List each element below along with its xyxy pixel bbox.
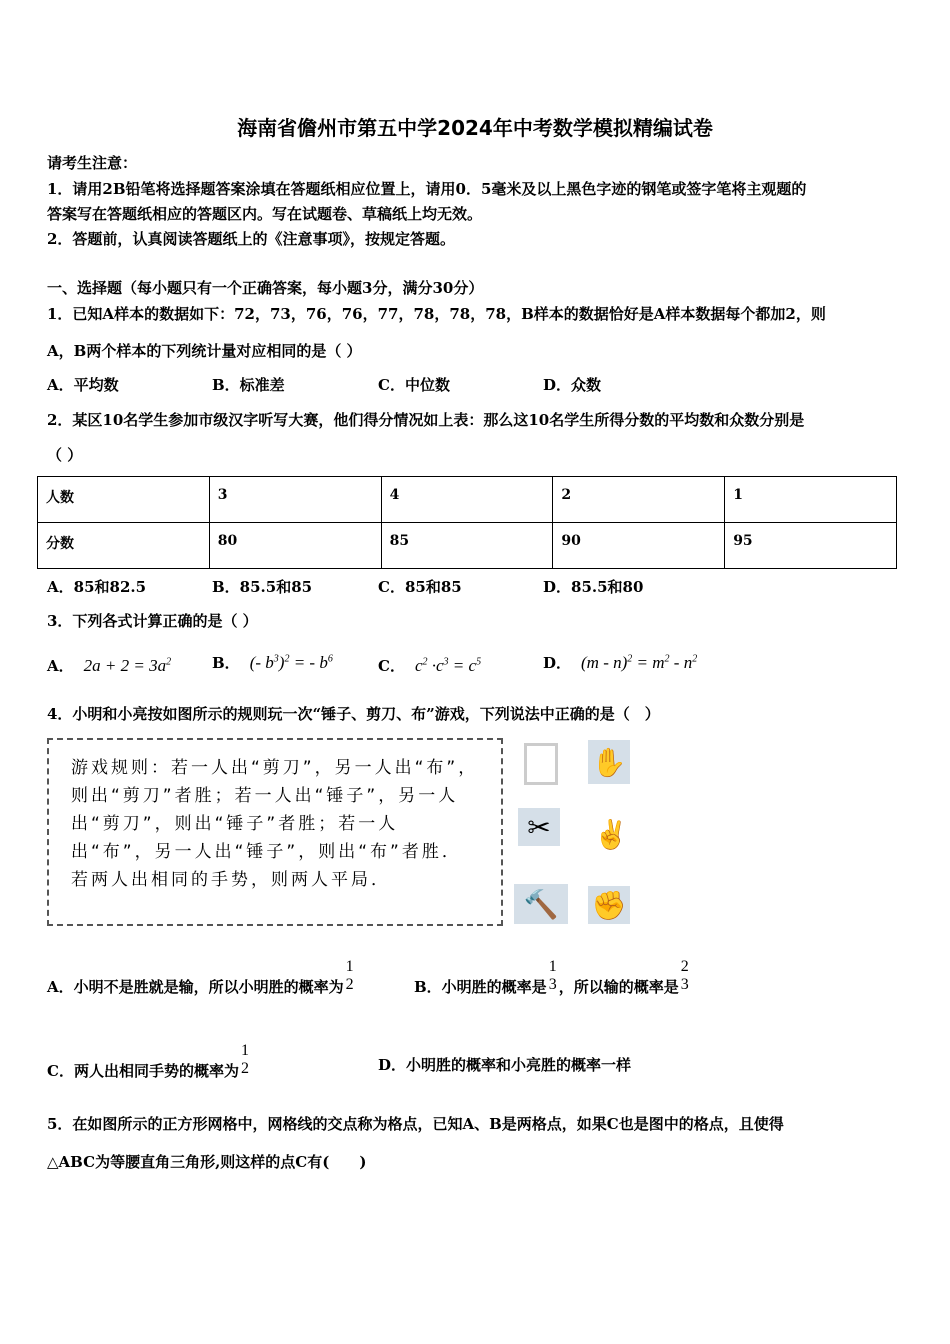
victory-hand-icon: ✌ xyxy=(590,803,632,865)
q3-option-d xyxy=(543,652,697,673)
q1-stem: 1．已知A样本的数据如下：72，73，76，76，77，78，78，78，B样本的数据恰好是A样本数据每个都加2，则 xyxy=(47,305,826,323)
q3-stem: 3．下列各式计算正确的是（ ） xyxy=(47,612,258,630)
table-row xyxy=(38,477,897,523)
q2-option-b: B．85.5和85 xyxy=(212,578,313,596)
denominator: 3 xyxy=(680,976,689,993)
score-table xyxy=(37,476,897,569)
table-cell: 人数 xyxy=(38,477,210,523)
q4-option-c xyxy=(47,1042,251,1090)
option-label: C． xyxy=(378,657,405,675)
formula: $2a + 2 = 3a^2$ xyxy=(83,656,172,675)
table-cell: 85 xyxy=(381,523,553,569)
section-heading: 一、选择题（每小题只有一个正确答案，每小题3分，满分30分） xyxy=(47,279,484,297)
table-row xyxy=(38,523,897,569)
q1-option-a: A．平均数 xyxy=(47,376,119,394)
table-cell: 4 xyxy=(381,477,553,523)
paper-icon xyxy=(520,742,562,786)
formula: $c^2 \cdot c^3 = c^5$ xyxy=(414,656,482,675)
hammer-icon: 🔨 xyxy=(514,884,568,924)
game-rules-box: 游戏规则：若一人出“剪刀”，另一人出“布”，则出“剪刀”者胜；若一人出“锤子”，另一人出“剪刀”，则出“锤子”者胜；若一人出“布”，另一人出“锤子”，则出“布”者胜．若两人出相同的手势，则两人平局． xyxy=(47,738,503,926)
q4-option-a xyxy=(47,958,356,1006)
q2-stem: （ ） xyxy=(47,446,83,464)
option-label: B． xyxy=(212,654,240,672)
option-text: B．小明胜的概率是 xyxy=(414,978,547,996)
option-text: ，所以输的概率是 xyxy=(558,978,679,996)
notice-line: 2．答题前，认真阅读答题纸上的《注意事项》，按规定答题。 xyxy=(47,230,455,248)
table-cell: 1 xyxy=(725,477,897,523)
numerator: 1 xyxy=(548,958,557,975)
option-label: A． xyxy=(47,657,74,675)
q4-option-d: D．小明胜的概率和小亮胜的概率一样 xyxy=(378,1056,632,1074)
option-text: C．两人出相同手势的概率为 xyxy=(47,1062,239,1080)
q1-option-c: C．中位数 xyxy=(378,376,450,394)
q2-option-a: A．85和82.5 xyxy=(47,578,147,596)
formula: (- $b^3)^2$ = - $b^6$ xyxy=(249,653,333,672)
numerator: 1 xyxy=(240,1042,249,1059)
table-cell: 95 xyxy=(725,523,897,569)
denominator: 2 xyxy=(240,1060,249,1077)
fraction xyxy=(241,1042,249,1078)
fist-icon: ✊ xyxy=(588,886,630,924)
q1-option-d: D．众数 xyxy=(543,376,602,394)
scissors-icon: ✂ xyxy=(518,808,560,846)
q4-stem: 4．小明和小亮按如图所示的规则玩一次“锤子、剪刀、布”游戏，下列说法中正确的是（ ） xyxy=(47,705,660,723)
table-cell: 分数 xyxy=(38,523,210,569)
fraction xyxy=(346,958,354,994)
option-label: D． xyxy=(543,654,572,672)
denominator: 2 xyxy=(345,976,354,993)
q3-option-c xyxy=(378,655,481,676)
table-cell: 2 xyxy=(553,477,725,523)
table-cell: 3 xyxy=(209,477,381,523)
option-text: A．小明不是胜就是输，所以小明胜的概率为 xyxy=(47,978,344,996)
q2-option-d: D．85.5和80 xyxy=(543,578,644,596)
q2-stem: 2．某区10名学生参加市级汉字听写大赛，他们得分情况如上表：那么这10名学生所得分数的平均数和众数分别是 xyxy=(47,411,805,429)
numerator: 1 xyxy=(345,958,354,975)
q1-option-b: B．标准差 xyxy=(212,376,285,394)
notice-line: 答案写在答题纸相应的答题区内。写在试题卷、草稿纸上均无效。 xyxy=(47,205,483,223)
q5-stem: 5．在如图所示的正方形网格中，网格线的交点称为格点，已知A、B是两格点，如果C也是图中的格点，且使得 xyxy=(47,1115,784,1133)
notice-heading: 请考生注意： xyxy=(47,154,138,172)
open-hand-icon: ✋ xyxy=(588,740,630,784)
q3-option-a xyxy=(47,655,171,676)
fraction xyxy=(681,958,689,994)
q3-option-b xyxy=(212,652,333,673)
q1-stem: A，B两个样本的下列统计量对应相同的是（ ） xyxy=(47,342,362,360)
table-cell: 90 xyxy=(553,523,725,569)
q5-stem: △ABC为等腰直角三角形,则这样的点C有( ) xyxy=(47,1153,367,1171)
denominator: 3 xyxy=(548,976,557,993)
q4-option-b xyxy=(414,958,691,1006)
numerator: 2 xyxy=(680,958,689,975)
page-title: 海南省儋州市第五中学2024年中考数学模拟精编试卷 xyxy=(237,116,713,140)
q2-option-c: C．85和85 xyxy=(378,578,462,596)
fraction xyxy=(549,958,557,994)
formula: $(m - n)^2 = m^2 - n^2$ xyxy=(581,653,698,672)
table-cell: 80 xyxy=(209,523,381,569)
notice-line: 1．请用2B铅笔将选择题答案涂填在答题纸相应位置上，请用0．5毫米及以上黑色字迹的钢笔或签字笔将主观题的 xyxy=(47,180,807,198)
